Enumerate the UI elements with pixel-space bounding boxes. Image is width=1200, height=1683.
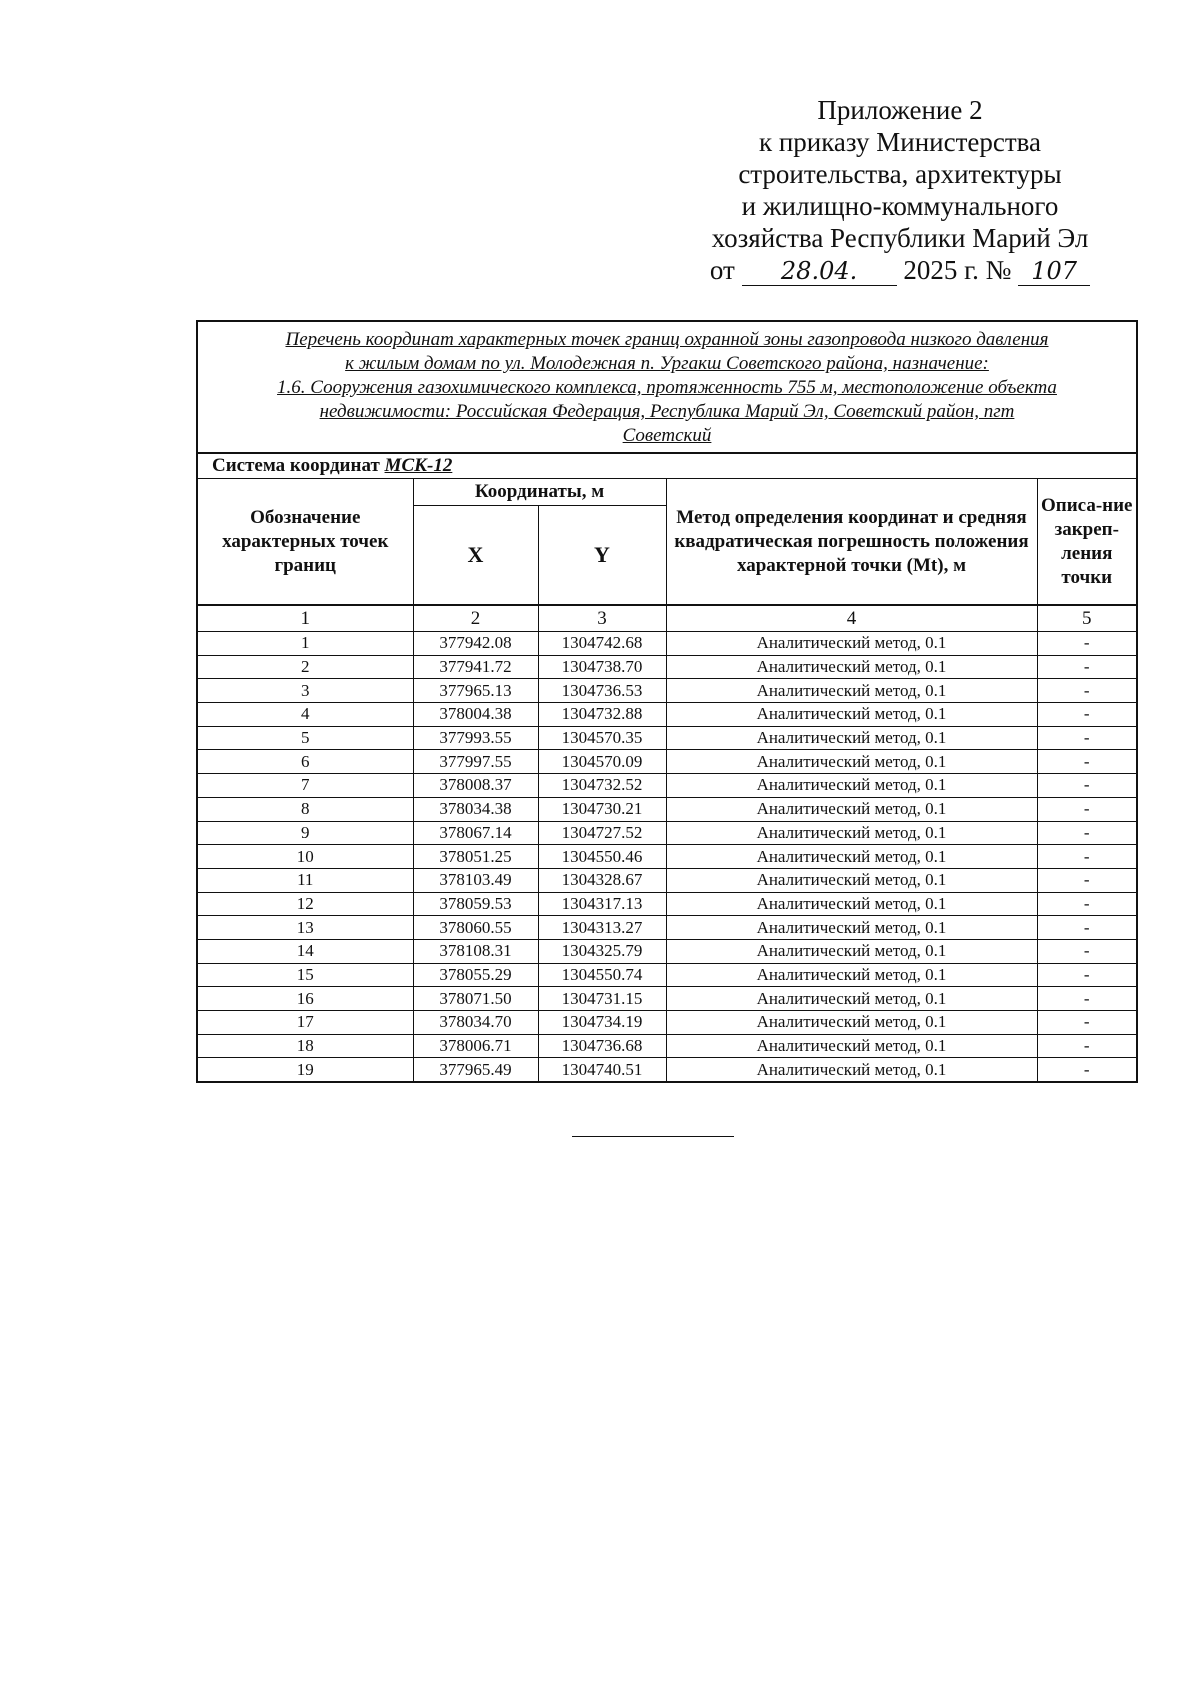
column-number: 4 <box>666 605 1037 632</box>
point-number-cell: 1 <box>197 632 413 656</box>
x-coordinate-cell: 377941.72 <box>413 655 538 679</box>
y-coordinate-cell: 1304730.21 <box>538 797 666 821</box>
y-coordinate-cell: 1304734.19 <box>538 1011 666 1035</box>
y-coordinate-cell: 1304325.79 <box>538 939 666 963</box>
x-coordinate-cell: 378059.53 <box>413 892 538 916</box>
x-coordinate-cell: 378006.71 <box>413 1034 538 1058</box>
y-coordinate-cell: 1304317.13 <box>538 892 666 916</box>
x-coordinate-cell: 378103.49 <box>413 868 538 892</box>
table-row <box>197 797 1137 821</box>
method-cell: Аналитический метод, 0.1 <box>666 1034 1037 1058</box>
y-coordinate-cell: 1304550.46 <box>538 845 666 869</box>
order-date-line <box>680 254 1120 286</box>
method-cell: Аналитический метод, 0.1 <box>666 987 1037 1011</box>
x-coordinate-cell: 378055.29 <box>413 963 538 987</box>
description-cell: - <box>1037 845 1137 869</box>
method-cell: Аналитический метод, 0.1 <box>666 845 1037 869</box>
method-cell: Аналитический метод, 0.1 <box>666 821 1037 845</box>
point-number-cell: 8 <box>197 797 413 821</box>
method-cell: Аналитический метод, 0.1 <box>666 797 1037 821</box>
caption-line: Советский <box>622 425 712 446</box>
table-row <box>197 845 1137 869</box>
x-coordinate-cell: 378034.70 <box>413 1011 538 1035</box>
table-row <box>197 963 1137 987</box>
table-body <box>197 632 1137 1083</box>
header-designation: Обозначение характерных точек границ <box>197 479 413 606</box>
description-cell: - <box>1037 1011 1137 1035</box>
x-coordinate-cell: 377997.55 <box>413 750 538 774</box>
point-number-cell: 12 <box>197 892 413 916</box>
column-number: 5 <box>1037 605 1137 632</box>
table-row <box>197 892 1137 916</box>
method-cell: Аналитический метод, 0.1 <box>666 726 1037 750</box>
y-coordinate-cell: 1304570.35 <box>538 726 666 750</box>
description-cell: - <box>1037 703 1137 727</box>
y-coordinate-cell: 1304313.27 <box>538 916 666 940</box>
y-coordinate-cell: 1304550.74 <box>538 963 666 987</box>
y-coordinate-cell: 1304727.52 <box>538 821 666 845</box>
column-number: 1 <box>197 605 413 632</box>
y-coordinate-cell: 1304731.15 <box>538 987 666 1011</box>
header-x: X <box>413 506 538 606</box>
point-number-cell: 2 <box>197 655 413 679</box>
method-cell: Аналитический метод, 0.1 <box>666 963 1037 987</box>
description-cell: - <box>1037 1058 1137 1082</box>
point-number-cell: 19 <box>197 1058 413 1082</box>
table-row <box>197 726 1137 750</box>
y-coordinate-cell: 1304570.09 <box>538 750 666 774</box>
point-number-cell: 16 <box>197 987 413 1011</box>
header-line: хозяйства Республики Марий Эл <box>711 223 1089 253</box>
x-coordinate-cell: 378004.38 <box>413 703 538 727</box>
x-coordinate-cell: 378071.50 <box>413 987 538 1011</box>
header-coordinates: Координаты, м <box>413 479 666 506</box>
y-coordinate-cell: 1304742.68 <box>538 632 666 656</box>
point-number-cell: 15 <box>197 963 413 987</box>
table-row <box>197 774 1137 798</box>
x-coordinate-cell: 378051.25 <box>413 845 538 869</box>
table-row <box>197 939 1137 963</box>
method-cell: Аналитический метод, 0.1 <box>666 774 1037 798</box>
x-coordinate-cell: 377993.55 <box>413 726 538 750</box>
method-cell: Аналитический метод, 0.1 <box>666 750 1037 774</box>
description-cell: - <box>1037 892 1137 916</box>
description-cell: - <box>1037 963 1137 987</box>
description-cell: - <box>1037 655 1137 679</box>
method-cell: Аналитический метод, 0.1 <box>666 1058 1037 1082</box>
table-row <box>197 632 1137 656</box>
coordinate-system <box>197 453 1137 479</box>
y-coordinate-cell: 1304328.67 <box>538 868 666 892</box>
x-coordinate-cell: 378060.55 <box>413 916 538 940</box>
table-row <box>197 703 1137 727</box>
point-number-cell: 13 <box>197 916 413 940</box>
header-line: к приказу Министерства <box>758 127 1042 157</box>
description-cell: - <box>1037 726 1137 750</box>
header-line: и жилищно-коммунального <box>741 191 1059 221</box>
table-row <box>197 821 1137 845</box>
y-coordinate-cell: 1304736.53 <box>538 679 666 703</box>
table-caption <box>197 321 1137 453</box>
description-cell: - <box>1037 750 1137 774</box>
table-row <box>197 1034 1137 1058</box>
header-line: Приложение 2 <box>817 95 983 125</box>
point-number-cell: 18 <box>197 1034 413 1058</box>
column-number: 3 <box>538 605 666 632</box>
description-cell: - <box>1037 939 1137 963</box>
point-number-cell: 4 <box>197 703 413 727</box>
header-method: Метод определения координат и средняя квадратическая погрешность положения характерной точки (Mt), м <box>666 479 1037 606</box>
caption-line: 1.6. Сооружения газохимического комплекса, протяженность 755 м, местоположение объекта <box>277 377 1057 398</box>
point-number-cell: 7 <box>197 774 413 798</box>
point-number-cell: 9 <box>197 821 413 845</box>
description-cell: - <box>1037 1034 1137 1058</box>
document-header <box>680 94 1120 286</box>
table-row <box>197 1011 1137 1035</box>
point-number-cell: 6 <box>197 750 413 774</box>
y-coordinate-cell: 1304736.68 <box>538 1034 666 1058</box>
column-number: 2 <box>413 605 538 632</box>
order-year: 2025 г. № <box>903 255 1012 285</box>
point-number-cell: 5 <box>197 726 413 750</box>
y-coordinate-cell: 1304738.70 <box>538 655 666 679</box>
method-cell: Аналитический метод, 0.1 <box>666 916 1037 940</box>
method-cell: Аналитический метод, 0.1 <box>666 939 1037 963</box>
caption-line: недвижимости: Российская Федерация, Республика Марий Эл, Советский район, пгт <box>319 401 1015 422</box>
method-cell: Аналитический метод, 0.1 <box>666 868 1037 892</box>
description-cell: - <box>1037 868 1137 892</box>
point-number-cell: 17 <box>197 1011 413 1035</box>
method-cell: Аналитический метод, 0.1 <box>666 1011 1037 1035</box>
description-cell: - <box>1037 774 1137 798</box>
y-coordinate-cell: 1304740.51 <box>538 1058 666 1082</box>
order-number-handwritten: 107 <box>1018 257 1090 286</box>
x-coordinate-cell: 378108.31 <box>413 939 538 963</box>
description-cell: - <box>1037 821 1137 845</box>
coordinate-system-value: МСК-12 <box>384 455 453 476</box>
x-coordinate-cell: 378034.38 <box>413 797 538 821</box>
date-prefix: от <box>709 255 735 285</box>
description-cell: - <box>1037 679 1137 703</box>
method-cell: Аналитический метод, 0.1 <box>666 655 1037 679</box>
description-cell: - <box>1037 797 1137 821</box>
point-number-cell: 14 <box>197 939 413 963</box>
closing-rule <box>572 1136 734 1137</box>
method-cell: Аналитический метод, 0.1 <box>666 892 1037 916</box>
method-cell: Аналитический метод, 0.1 <box>666 679 1037 703</box>
table-row <box>197 655 1137 679</box>
y-coordinate-cell: 1304732.52 <box>538 774 666 798</box>
caption-line: к жилым домам по ул. Молодежная п. Ургакш Советского района, назначение: <box>345 353 989 374</box>
x-coordinate-cell: 377965.49 <box>413 1058 538 1082</box>
table-row <box>197 1058 1137 1082</box>
x-coordinate-cell: 378067.14 <box>413 821 538 845</box>
method-cell: Аналитический метод, 0.1 <box>666 703 1037 727</box>
column-number-row <box>197 605 1137 632</box>
coordinate-system-label: Система координат <box>212 455 380 476</box>
method-cell: Аналитический метод, 0.1 <box>666 632 1037 656</box>
x-coordinate-cell: 377965.13 <box>413 679 538 703</box>
caption-line: Перечень координат характерных точек границ охранной зоны газопровода низкого давления <box>285 329 1049 350</box>
table-row <box>197 750 1137 774</box>
table-row <box>197 679 1137 703</box>
x-coordinate-cell: 377942.08 <box>413 632 538 656</box>
point-number-cell: 11 <box>197 868 413 892</box>
header-line: строительства, архитектуры <box>738 159 1062 189</box>
table-row <box>197 868 1137 892</box>
y-coordinate-cell: 1304732.88 <box>538 703 666 727</box>
order-date-handwritten: 28.04. <box>742 257 897 286</box>
description-cell: - <box>1037 632 1137 656</box>
table-row <box>197 916 1137 940</box>
point-number-cell: 3 <box>197 679 413 703</box>
x-coordinate-cell: 378008.37 <box>413 774 538 798</box>
description-cell: - <box>1037 987 1137 1011</box>
header-description: Описа-ние закреп-ления точки <box>1037 479 1137 606</box>
table-row <box>197 987 1137 1011</box>
header-y: Y <box>538 506 666 606</box>
point-number-cell: 10 <box>197 845 413 869</box>
description-cell: - <box>1037 916 1137 940</box>
coordinates-table <box>196 320 1138 1083</box>
